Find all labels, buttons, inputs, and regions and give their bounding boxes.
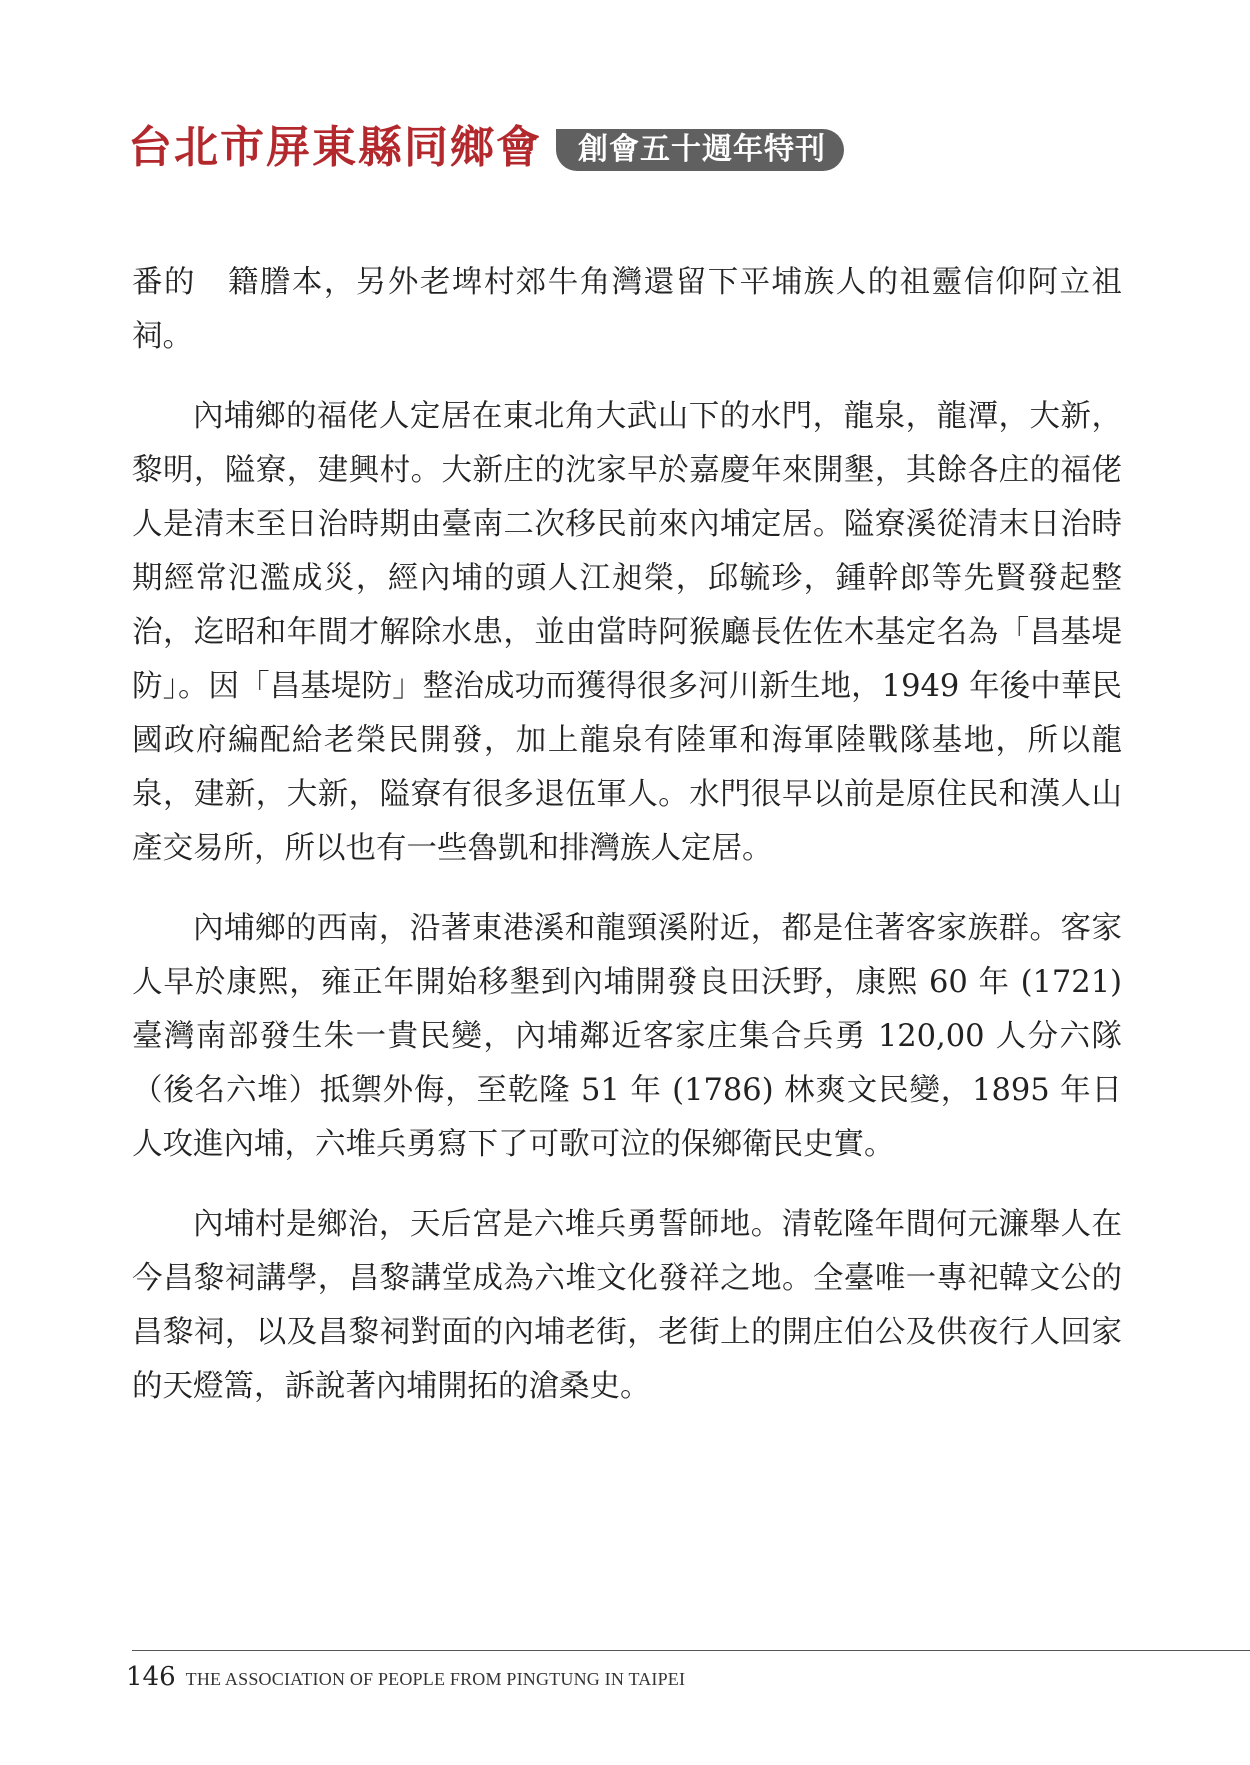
page-number: 146 — [126, 1662, 176, 1692]
paragraph-fulao-settlement: 內埔鄉的福佬人定居在東北角大武山下的水門，龍泉，龍潭，大新，黎明，隘寮，建興村。大新庄的沈家早於嘉慶年來開墾，其餘各庄的福佬人是清末至日治時期由臺南二次移民前來內埔定居。隘寮溪從清末日治時期經常氾濫成災，經內埔的頭人江昶榮，邱毓珍，鍾幹郎等先賢發起整治，迄昭和年間才解除水患，並由當時阿猴廳長佐佐木基定名為「昌基堤防」。因「昌基堤防」整治成功而獲得很多河川新生地，1949 年後中華民國政府編配給老榮民開發，加上龍泉有陸軍和海軍陸戰隊基地，所以龍泉，建新，大新，隘寮有很多退伍軍人。水門很早以前是原住民和漢人山產交易所，所以也有一些魯凱和排灣族人定居。 — [132, 399, 1122, 866]
page-footer — [126, 1662, 685, 1692]
footer-divider — [132, 1650, 1250, 1651]
article-body — [132, 256, 1122, 1440]
paragraph-hakka-settlement: 內埔鄉的西南，沿著東港溪和龍頸溪附近，都是住著客家族群。客家人早於康熙，雍正年開始移墾到內埔開發良田沃野，康熙 60 年 (1721) 臺灣南部發生朱一貴民變，內埔鄰近客家庄集合兵勇 120,00 人分六隊（後名六堆）抵禦外侮，至乾隆 51 年 (1786) 林爽文民變，1895 年日人攻進內埔，六堆兵勇寫下了可歌可泣的保鄉衛民史實。 — [132, 911, 1122, 1162]
paragraph-continuation: 番的 籍謄本，另外老埤村郊牛角灣還留下平埔族人的祖靈信仰阿立祖祠。 — [132, 265, 1122, 354]
footer-caption: THE ASSOCIATION OF PEOPLE FROM PINGTUNG IN TAIPEI — [185, 1669, 686, 1689]
paragraph-neipu-village: 內埔村是鄉治，天后宮是六堆兵勇誓師地。清乾隆年間何元濂舉人在今昌黎祠講學，昌黎講堂成為六堆文化發祥之地。全臺唯一專祀韓文公的昌黎祠，以及昌黎祠對面的內埔老街，老街上的開庄伯公及供夜行人回家的天燈篙，訴說著內埔開拓的滄桑史。 — [132, 1207, 1122, 1404]
page-header — [128, 120, 844, 176]
association-name: 台北市屏東縣同鄉會 — [128, 122, 542, 173]
special-issue-badge: 創會五十週年特刊 — [556, 129, 844, 171]
